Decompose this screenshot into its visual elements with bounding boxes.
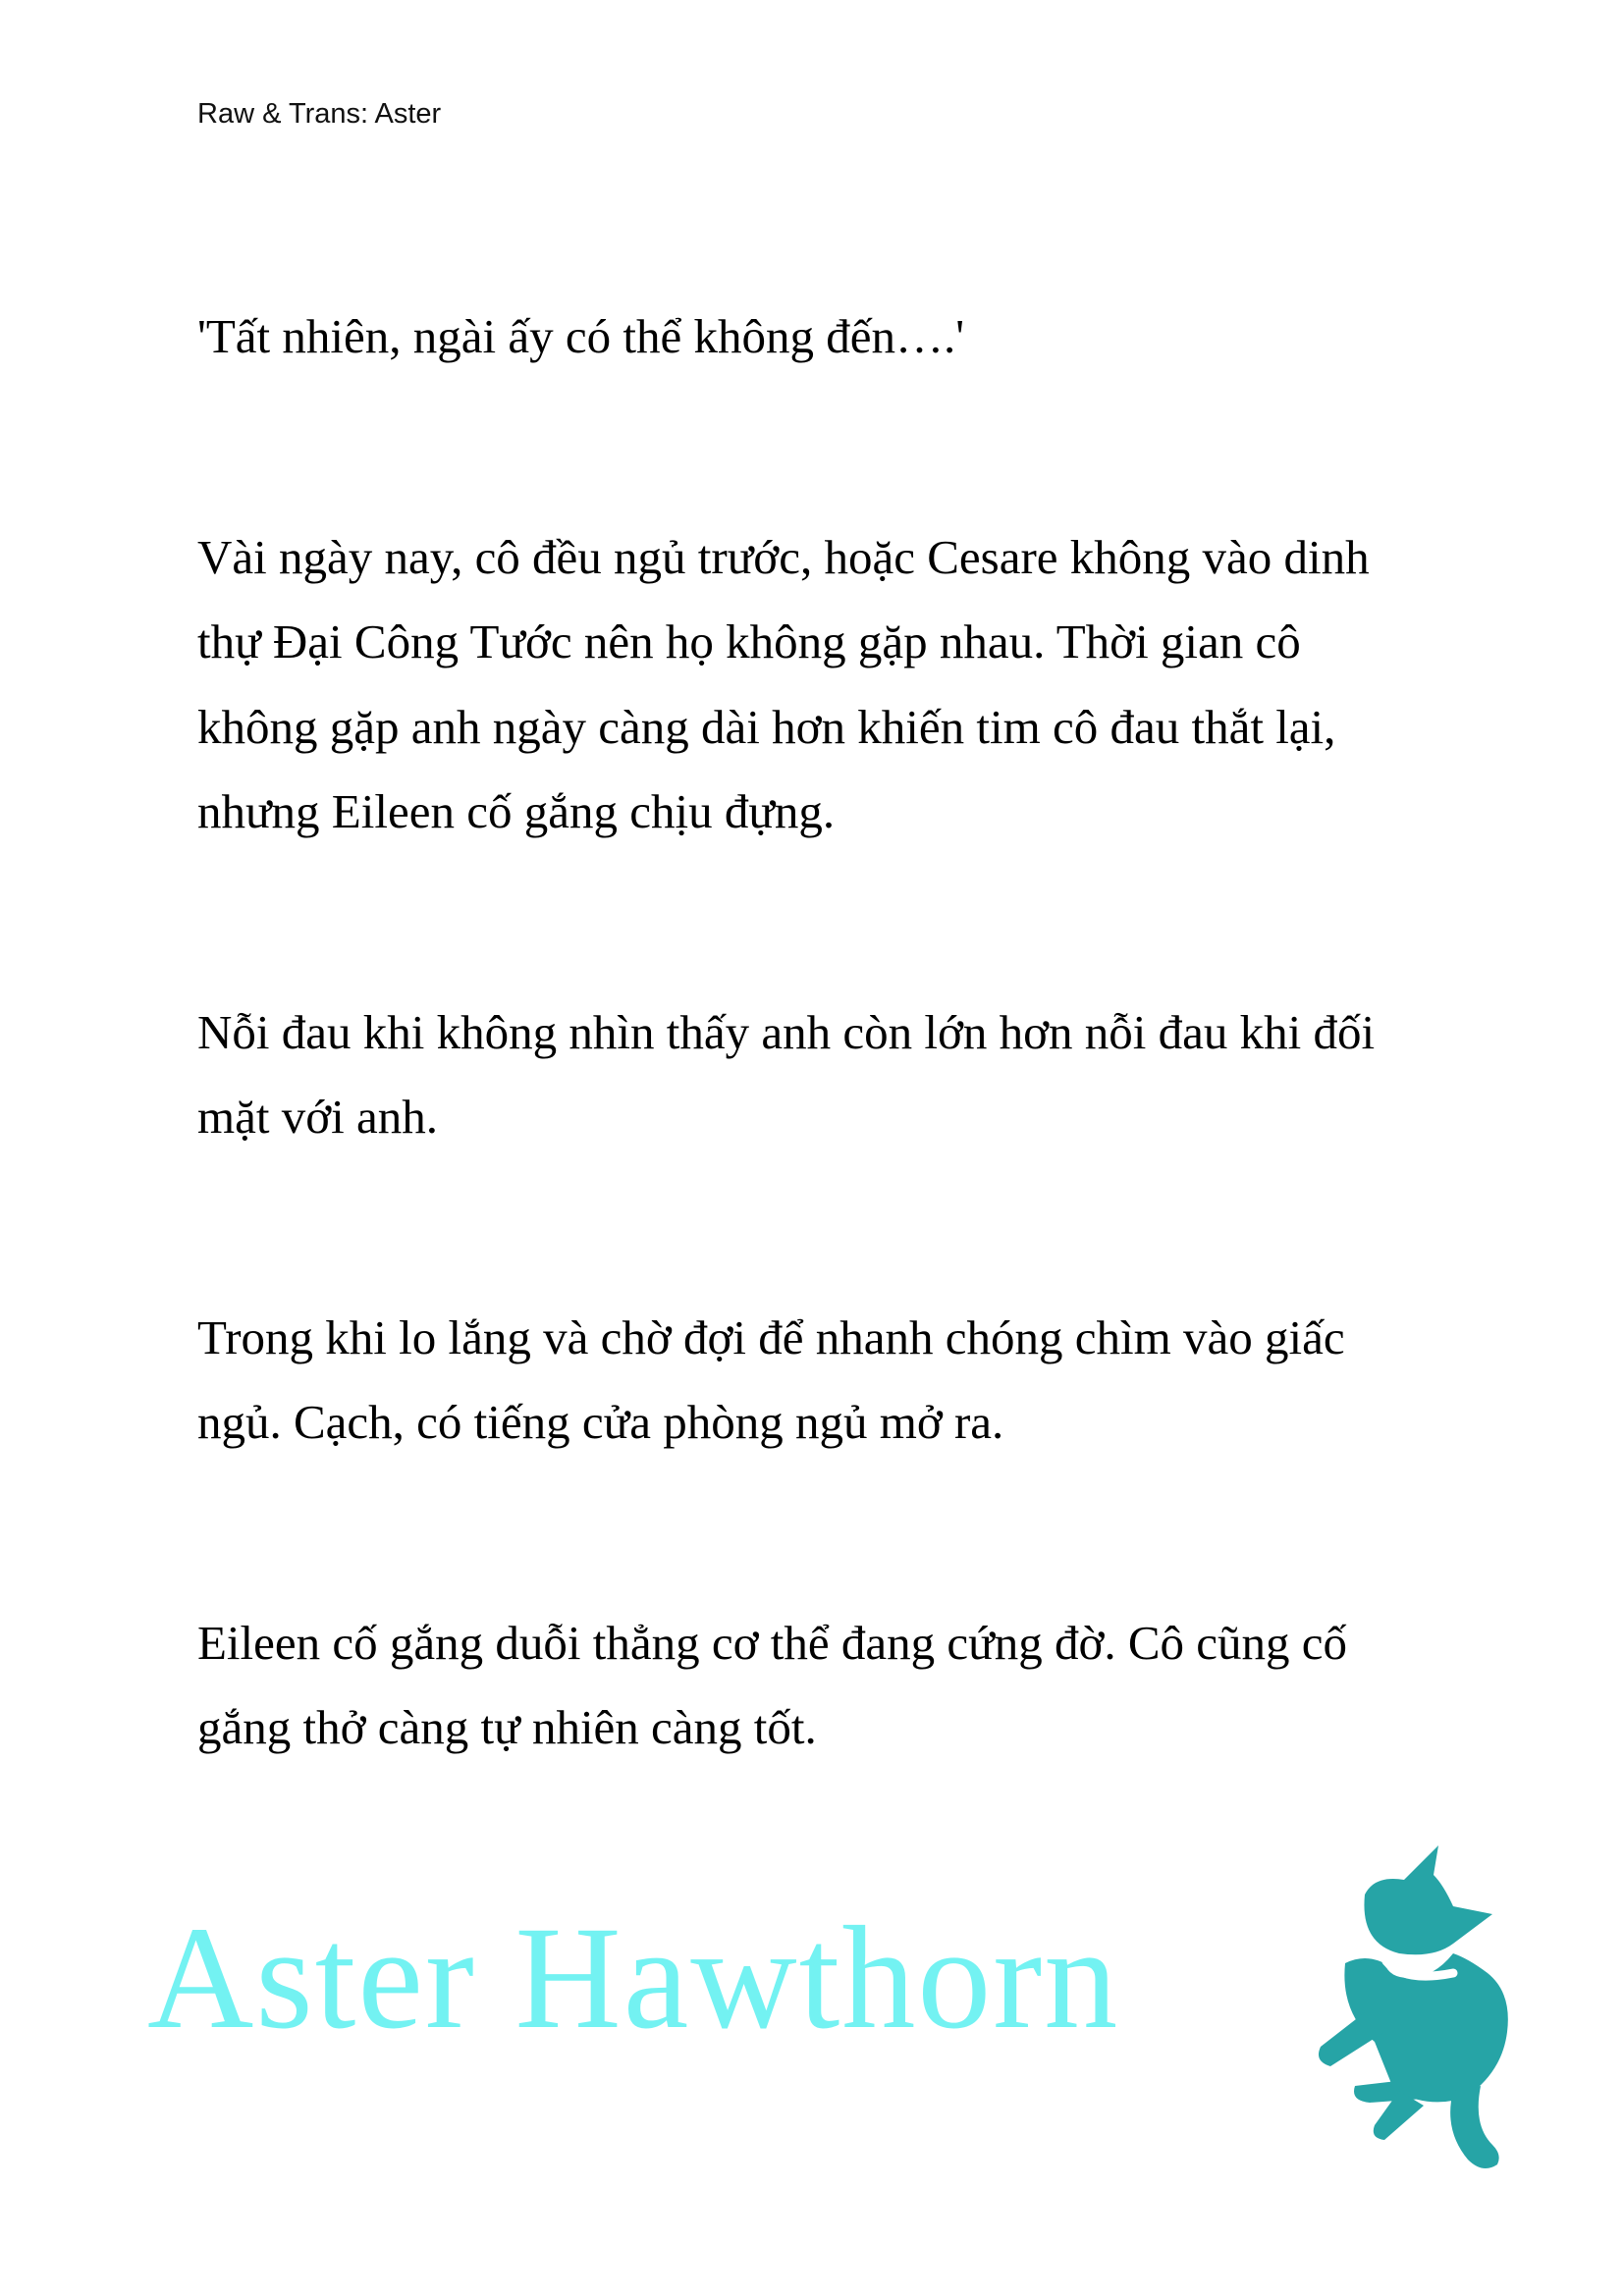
document-body xyxy=(197,294,1474,1906)
paragraph-1 xyxy=(197,294,1474,380)
text-line: mặt với anh. xyxy=(197,1090,438,1144)
cat-silhouette-icon xyxy=(1306,1845,1532,2179)
text-line: nhưng Eileen cố gắng chịu đựng. xyxy=(197,784,836,838)
text-line: Vài ngày nay, cô đều ngủ trước, hoặc Cesare không vào dinh xyxy=(197,529,1370,584)
paragraph-2 xyxy=(197,515,1474,855)
text-line: không gặp anh ngày càng dài hơn khiến tim cô đau thắt lại, xyxy=(197,699,1336,754)
text-line: gắng thở càng tự nhiên càng tốt. xyxy=(197,1700,817,1754)
paragraph-4 xyxy=(197,1296,1474,1466)
watermark-text: Aster Hawthorn xyxy=(147,1896,1120,2059)
text-line: Nỗi đau khi không nhìn thấy anh còn lớn hơn nỗi đau khi đối xyxy=(197,1004,1376,1059)
text-line: 'Tất nhiên, ngài ấy có thể không đến….' xyxy=(197,309,965,363)
text-line: ngủ. Cạch, có tiếng cửa phòng ngủ mở ra. xyxy=(197,1395,1004,1449)
text-line: Trong khi lo lắng và chờ đợi để nhanh chóng chìm vào giấc xyxy=(197,1309,1345,1364)
text-line: Eileen cố gắng duỗi thẳng cơ thể đang cứng đờ. Cô cũng cố xyxy=(197,1615,1348,1670)
paragraph-3 xyxy=(197,990,1474,1160)
text-line: thự Đại Công Tước nên họ không gặp nhau. Thời gian cô xyxy=(197,614,1301,668)
paragraph-5 xyxy=(197,1601,1474,1771)
translator-credit: Raw & Trans: Aster xyxy=(197,98,442,130)
